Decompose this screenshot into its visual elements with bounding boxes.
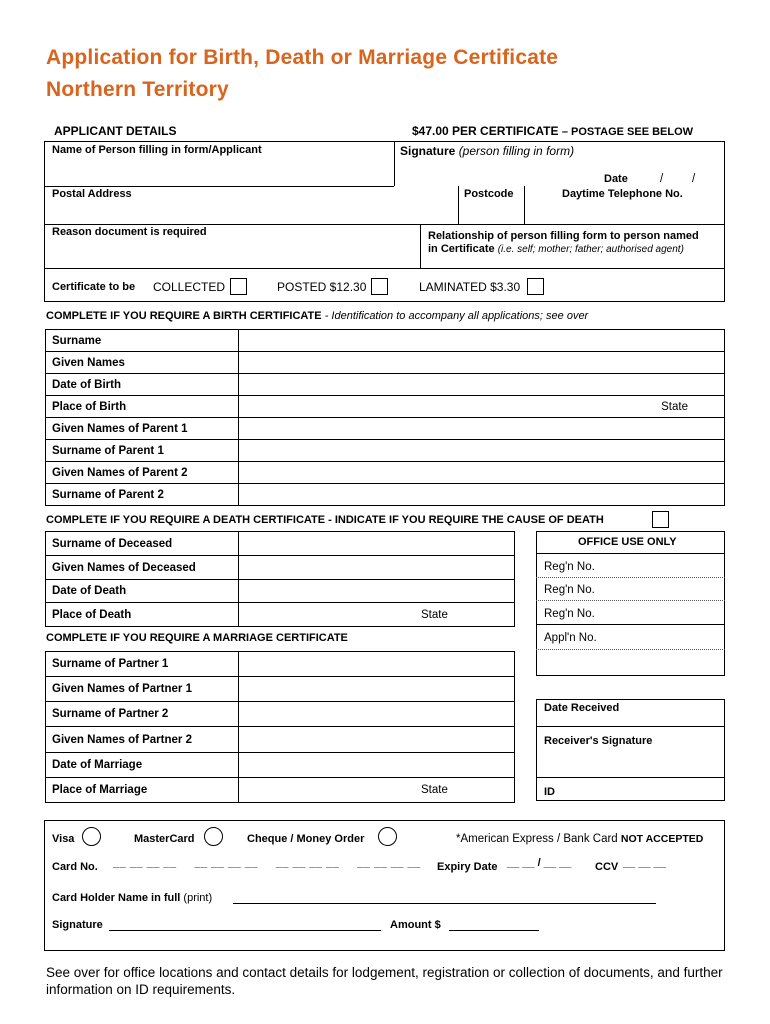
form-title: Application for Birth, Death or Marriage Certificate [46,46,559,69]
relationship-label: Relationship of person filling form to person named [428,230,699,242]
amount-label: Amount $ [390,919,441,931]
marriage-table [45,651,515,803]
date-received-label: Date Received [544,702,620,714]
not-accepted-label: NOT ACCEPTED [620,833,704,845]
table-row: Place of Marriage State [46,778,515,803]
parent1-given-input[interactable] [239,418,725,440]
date-sep-1: / [660,173,664,185]
phone-label: Daytime Telephone No. [562,188,683,200]
death-state-label: State [421,609,448,621]
laminated-label: LAMINATED $3.30 [419,280,521,294]
birth-heading-row [46,310,588,322]
birth-state-label: State [661,401,688,413]
expiry-label: Expiry Date [437,861,498,873]
signature-label-row [400,144,574,158]
signature-note: (person filling in form) [458,144,575,158]
place-of-birth-input[interactable] [239,396,725,418]
table-row: Date of Death [46,580,515,603]
form-subtitle: Northern Territory [46,78,229,101]
card-holder-label-row [52,892,212,904]
table-row: Surname [46,330,725,352]
table-row: Given Names of Partner 2 [46,727,515,753]
birth-heading: COMPLETE IF YOU REQUIRE A BIRTH CERTIFICATE [46,310,322,322]
parent2-given-input[interactable] [239,462,725,484]
footer-note: See over for office locations and contact details for lodgement, registration or collection of documents, and further information on ID requirements. [46,965,723,997]
appln-label: Appl'n No. [544,632,597,644]
relationship-note: (i.e. self; mother; father; authorised agent) [497,244,684,255]
card-holder-label: Card Holder Name in full [52,892,181,904]
table-row: Given Names of Deceased [46,556,515,580]
ccv-input[interactable]: __ __ __ [623,857,666,869]
applicant-heading: APPLICANT DETAILS [54,124,177,138]
deceased-given-input[interactable] [239,556,515,580]
table-row: Date of Birth [46,374,725,396]
surname-input[interactable] [239,330,725,352]
date-of-marriage-input[interactable] [239,753,515,778]
partner1-surname-input[interactable] [239,652,515,677]
table-row: Surname of Partner 1 [46,652,515,677]
signature-label: Signature [400,144,456,158]
place-of-marriage-input[interactable] [239,778,515,803]
card-no-label: Card No. [52,861,98,873]
postal-address-label: Postal Address [52,188,132,200]
id-label: ID [544,786,555,798]
payment-signature-label: Signature [52,919,103,931]
cheque-radio[interactable] [378,827,397,846]
regn-label-3: Reg'n No. [544,608,595,620]
marriage-heading: COMPLETE IF YOU REQUIRE A MARRIAGE CERTIFICATE [46,632,348,644]
card-holder-input[interactable] [233,903,656,904]
death-table [45,531,515,627]
payment-signature-input[interactable] [109,930,381,931]
table-row: Surname of Partner 2 [46,702,515,727]
price-text: $47.00 PER CERTIFICATE [412,124,559,138]
table-row: Surname of Parent 1 [46,440,725,462]
office-receipt-box [536,699,725,801]
laminated-checkbox[interactable] [527,278,544,295]
birth-table [45,329,725,506]
regn-label-2: Reg'n No. [544,584,595,596]
date-of-birth-input[interactable] [239,374,725,396]
date-sep-2: / [692,173,696,185]
amount-input[interactable] [449,930,539,931]
deceased-surname-input[interactable] [239,532,515,556]
certificate-to-be-label: Certificate to be [52,281,136,293]
parent2-surname-input[interactable] [239,484,725,506]
cause-of-death-checkbox[interactable] [652,511,669,528]
table-row: Surname of Parent 2 [46,484,725,506]
expiry-input[interactable]: __ __ / __ __ [507,857,572,869]
partner1-given-input[interactable] [239,677,515,702]
marriage-state-label: State [421,784,448,796]
regn-label-1: Reg'n No. [544,561,595,573]
date-label: Date [604,173,628,185]
table-row: Given Names of Parent 1 [46,418,725,440]
applicant-name-label: Name of Person filling in form/Applicant [52,144,262,156]
partner2-given-input[interactable] [239,727,515,753]
mastercard-label: MasterCard [134,833,195,845]
visa-label: Visa [52,833,75,845]
birth-note: - Identification to accompany all applications; see over [324,310,589,322]
ccv-label: CCV [595,861,619,873]
partner2-surname-input[interactable] [239,702,515,727]
amex-note: *American Express / Bank Card NOT ACCEPTED [456,833,704,845]
price-label [412,124,693,138]
postage-text: – POSTAGE SEE BELOW [561,126,694,138]
collected-checkbox[interactable] [230,278,247,295]
death-heading: COMPLETE IF YOU REQUIRE A DEATH CERTIFICATE - INDICATE IF YOU REQUIRE THE CAUSE OF DEATH [46,514,604,526]
table-row: Date of Marriage [46,753,515,778]
cheque-label: Cheque / Money Order [247,833,365,845]
table-row: Given Names of Parent 2 [46,462,725,484]
table-row: Given Names of Partner 1 [46,677,515,702]
card-holder-note: (print) [183,892,213,904]
relationship-label-line2: in Certificate (i.e. self; mother; father; authorised agent) [428,243,684,255]
table-row: Place of Death State [46,603,515,627]
place-of-death-input[interactable] [239,603,515,627]
visa-radio[interactable] [82,827,101,846]
given-names-input[interactable] [239,352,725,374]
posted-label: POSTED $12.30 [277,280,367,294]
table-row: Given Names [46,352,725,374]
table-row: Surname of Deceased [46,532,515,556]
receiver-signature-label: Receiver's Signature [544,735,653,747]
posted-checkbox[interactable] [371,278,388,295]
postcode-label: Postcode [464,188,514,200]
date-of-death-input[interactable] [239,580,515,603]
office-use-heading: OFFICE USE ONLY [578,536,677,548]
card-no-input[interactable]: __ __ __ __ __ __ __ __ __ __ __ __ __ __ __ __ [113,857,421,869]
mastercard-radio[interactable] [204,827,223,846]
reason-label: Reason document is required [52,226,207,238]
collected-label: COLLECTED [153,280,226,294]
table-row: Place of Birth State [46,396,725,418]
parent1-surname-input[interactable] [239,440,725,462]
